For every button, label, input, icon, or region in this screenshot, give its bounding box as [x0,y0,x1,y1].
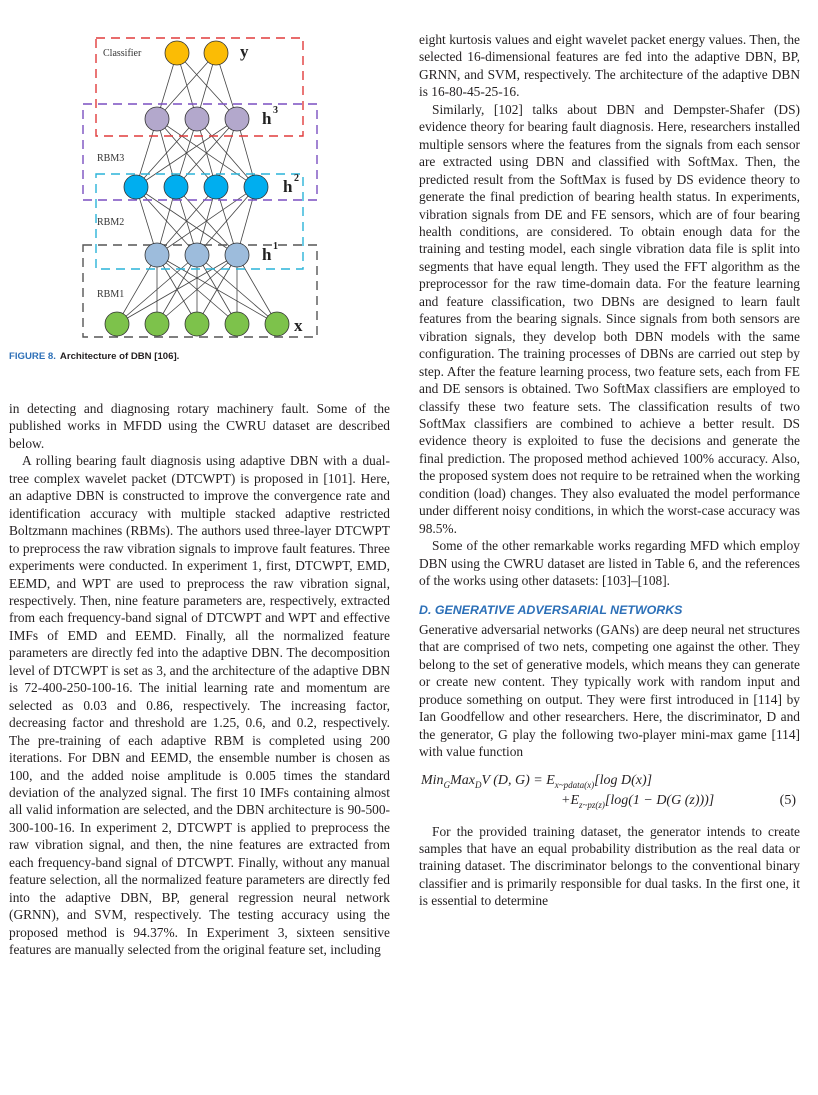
x-node [265,312,289,336]
h3-node [145,107,169,131]
paragraph: Similarly, [102] talks about DBN and Dempster-Shafer (DS) evidence theory for bearing fault diagnosis. Here, researchers installed multiple sensors where the features from the signals from each sensor are extracted using DBN and classified with SoftMax. Then, the predicted result from the SoftMax is fused by DS evidence theory to generate the final prediction of bearing health status. In experiments, vibration signals from DE and FE sensors, which are of four bearing health conditions, are considered. To obtain enough data for the training and testing model, each single vibration data file is split into segments that have equal length. They used the FFT algorithm as the preprocessor for the raw time-domain data. For the feature learning and feature classification, two DBNs are designed to learn fault features from the bearing signals. Since signals from both sensors are vibration signals, they develop both DBN models with the same configuration. The training processes of DBNs are carried out step by step. After the feature learning process, two feature sets, each from FE and DE sensors is obtained. Two SoftMax classifiers are employed to classify these two feature sets. The classification results of two SoftMax classifiers are combined to achieve a better result. DS evidence theory is exploited to fuse the decisions and generate the final prediction. The proposed method achieved 100% accuracy. Also, the proposed system does not require to be retrained when the working condition (load) changes. They also evaluated the model performance under different noisy conditions, in which the worst-case accuracy was 98.5%. [419,101,800,536]
y-layer-label: y [240,42,249,61]
y-node [165,41,189,65]
x-node [225,312,249,336]
h2-superscript: 2 [294,173,299,184]
h1-layer-label: h [262,245,272,264]
connection-edge [157,255,277,324]
rbm2-label: RBM2 [97,217,125,228]
h2-node [244,175,268,199]
paragraph: A rolling bearing fault diagnosis using adaptive DBN with a dual-tree complex wavelet packet (DTCWPT) is proposed in [101]. Here, an adaptive DBN is constructed to improve the convergence rate and identification accuracy with multiple stacked adaptive restricted Boltzmann machines (RBMs). The authors used three-layer DTCWPT to preprocess the raw vibration signals to improve fault features. Three experiments were conducted. In experiment 1, first, DTCWPT, EMD, EEMD, and WPT are used to preprocess the raw vibration signal, respectively. Then, nine feature parameters are, respectively, extracted from each frequency-band signal of DTCWPT and WPT and effective IMFs of EMD and EEMD. Finally, all the normalized feature parameters are directly fed into the adaptive DBN. The decomposition level of DTCWPT is set as 3, and the architecture of the adaptive DBN is 72-400-250-100-16. The initial learning rate and momentum are selected as 0.03 and 0.86, respectively. The increasing factor, decreasing factor and threshold are 1.25, 0.6, and 0.2, respectively. The pre-training of each adaptive RBM is completed using 200 iterations. For DBN and EEMD, the ensemble number is chosen as 100, and the added noise amplitude is 0.005 times the standard deviation of the analyzed signal. The first 10 IMFs containing almost all valid information are selected, and the DBN architecture is 90-500-300-100-16. In experiment 2, DTCWPT is applied to preprocess the raw vibration signal, and then, the nine features are extracted from each frequency-band signal of DTCWPT. Finally, without any manual feature selection, all the normalized feature parameters are directly fed into the adaptive DBN, BP, general regression neural network (GRNN), and SVM, respectively. The testing accuracy using the proposed method is 94.37%. In Experiment 3, sixteen sensitive features are manually selected from the original feature set, including [9,453,390,958]
x-node [185,312,209,336]
h3-node [225,107,249,131]
figure-label: FIGURE 8. [9,351,56,362]
paragraph: eight kurtosis values and eight wavelet packet energy values. Then, the selected 16-dimensional features are fed into the adaptive DBN, BP, GRNN, and SVM, respectively. The architecture of the adaptive DBN is 16-80-45-25-16. [419,32,800,100]
equation-5 [419,771,800,813]
right-column [419,31,800,910]
h3-node [185,107,209,131]
figure-caption-text: Architecture of DBN [106]. [59,351,180,362]
h2-node [204,175,228,199]
paragraph: Generative adversarial networks (GANs) are deep neural net structures that are comprised of two nets, competing one against the other. They belong to the set of generative models, which means they can generate or create new content. They typically work with random input and produce something on output. They were first introduced in [114] by Ian Goodfellow and other researchers. Here, the discriminator, D and the generator, G play the following two-player mini-max game [114] with value function [419,621,800,760]
figure-caption [9,351,179,362]
x-node [105,312,129,336]
h1-superscript: 1 [273,241,278,252]
x-node [145,312,169,336]
x-layer-label: x [294,316,303,335]
section-heading: D. GENERATIVE ADVERSARIAL NETWORKS [419,602,683,617]
h1-node [185,243,209,267]
paragraph: For the provided training dataset, the generator intends to create samples that have an equal probability distribution as the real data or training dataset. The discriminator belongs to the conventional binary classifier and is primarily responsible for dual tasks. In the first one, it is essential to determine [419,823,800,909]
rbm1-label: RBM1 [97,289,125,300]
paragraph: in detecting and diagnosing rotary machinery fault. Some of the published works in MFDD using the CWRU dataset are described below. [9,401,390,451]
h2-layer-label: h [283,177,293,196]
rbm3-label: RBM3 [97,153,125,164]
paragraph: Some of the other remarkable works regarding MFD which employ DBN using the CWRU dataset are listed in Table 6, and the references of the works using other datasets: [103]–[108]. [419,538,800,589]
h1-node [225,243,249,267]
h1-node [145,243,169,267]
equation-number: (5) [779,792,796,808]
y-node [204,41,228,65]
h3-superscript: 3 [273,105,278,116]
equation-line-2: $+E_{z\sim pz(z)}[\log(1 - D(G$ (z)))] [561,792,715,810]
left-column [9,400,390,959]
equation-line-1: Min$_G$Max$_D$V (D, $G) = E_{x\sim pdata(x)}[\log$ D(x)] [421,772,653,790]
dbn-architecture-figure [70,20,330,350]
classifier-label: Classifier [103,48,142,59]
h2-node [164,175,188,199]
h2-node [124,175,148,199]
h3-layer-label: h [262,109,272,128]
